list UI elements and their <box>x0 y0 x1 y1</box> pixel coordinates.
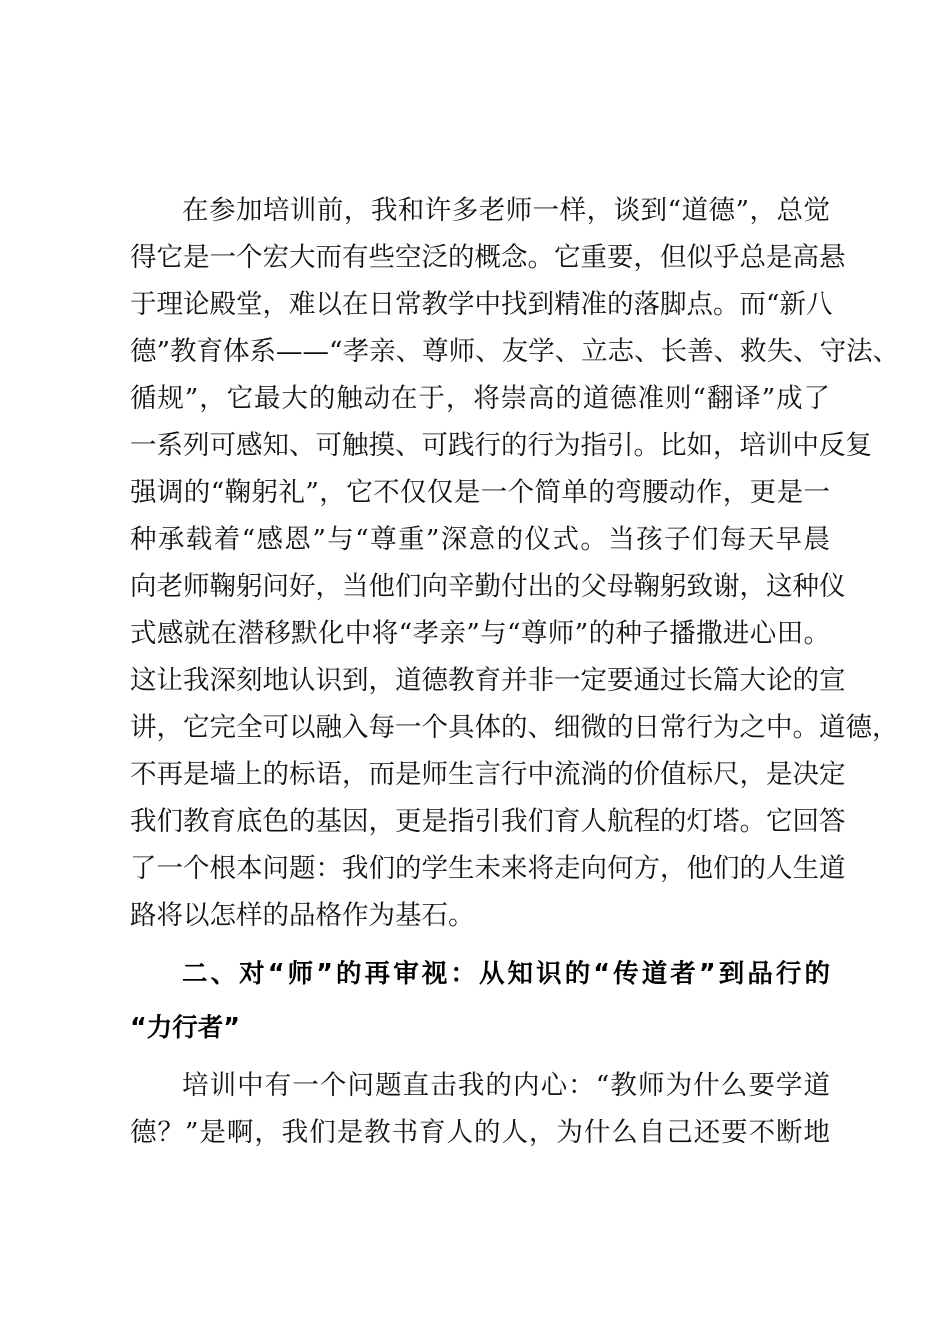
paragraph-2-line-2: 德？”是啊，我们是教书育人的人，为什么自己还要不断地 <box>130 1117 830 1148</box>
paragraph-1-line-3: 于理论殿堂，难以在日常教学中找到精准的落脚点。而“新八 <box>130 289 833 320</box>
paragraph-1-line-10: 式感就在潜移默化中将“孝亲”与“尊师”的种子播撒进心田。 <box>130 618 830 649</box>
paragraph-1-line-14: 我们教育底色的基因，更是指引我们育人航程的灯塔。它回答 <box>130 806 846 837</box>
paragraph-1-line-8: 种承载着“感恩”与“尊重”深意的仪式。当孩子们每天早晨 <box>130 524 830 555</box>
paragraph-2-line-1: 培训中有一个问题直击我的内心：“教师为什么要学道 <box>182 1070 830 1101</box>
paragraph-1-line-16: 路将以怎样的品格作为基石。 <box>130 900 475 931</box>
paragraph-1-line-15: 了一个根本问题：我们的学生未来将走向何方，他们的人生道 <box>130 853 846 884</box>
paragraph-1-line-6: 一系列可感知、可触摸、可践行的行为指引。比如，培训中反复 <box>130 430 872 461</box>
paragraph-1-line-9: 向老师鞠躬问好，当他们向辛勤付出的父母鞠躬致谢，这种仪 <box>130 571 846 602</box>
section-heading-line-1: 二、对“师”的再审视：从知识的“传道者”到品行的 <box>182 959 830 989</box>
paragraph-1-line-4: 德”教育体系——“孝亲、尊师、友学、立志、长善、救失、守法、 <box>130 336 900 367</box>
paragraph-1-line-2: 得它是一个宏大而有些空泛的概念。它重要，但似乎总是高悬 <box>130 242 846 273</box>
paragraph-1-line-5: 循规”，它最大的触动在于，将崇高的道德准则“翻译”成了 <box>130 383 830 414</box>
paragraph-1-line-12: 讲，它完全可以融入每一个具体的、细微的日常行为之中。道德， <box>130 712 899 743</box>
paragraph-1-line-7: 强调的“鞠躬礼”，它不仅仅是一个简单的弯腰动作，更是一 <box>130 477 830 508</box>
paragraph-1-line-1: 在参加培训前，我和许多老师一样，谈到“道德”，总觉 <box>182 195 830 226</box>
paragraph-1-line-13: 不再是墙上的标语，而是师生言行中流淌的价值标尺，是决定 <box>130 759 846 790</box>
section-heading-line-2: “力行者” <box>130 1013 241 1043</box>
paragraph-1-line-11: 这让我深刻地认识到，道德教育并非一定要通过长篇大论的宣 <box>130 665 846 696</box>
